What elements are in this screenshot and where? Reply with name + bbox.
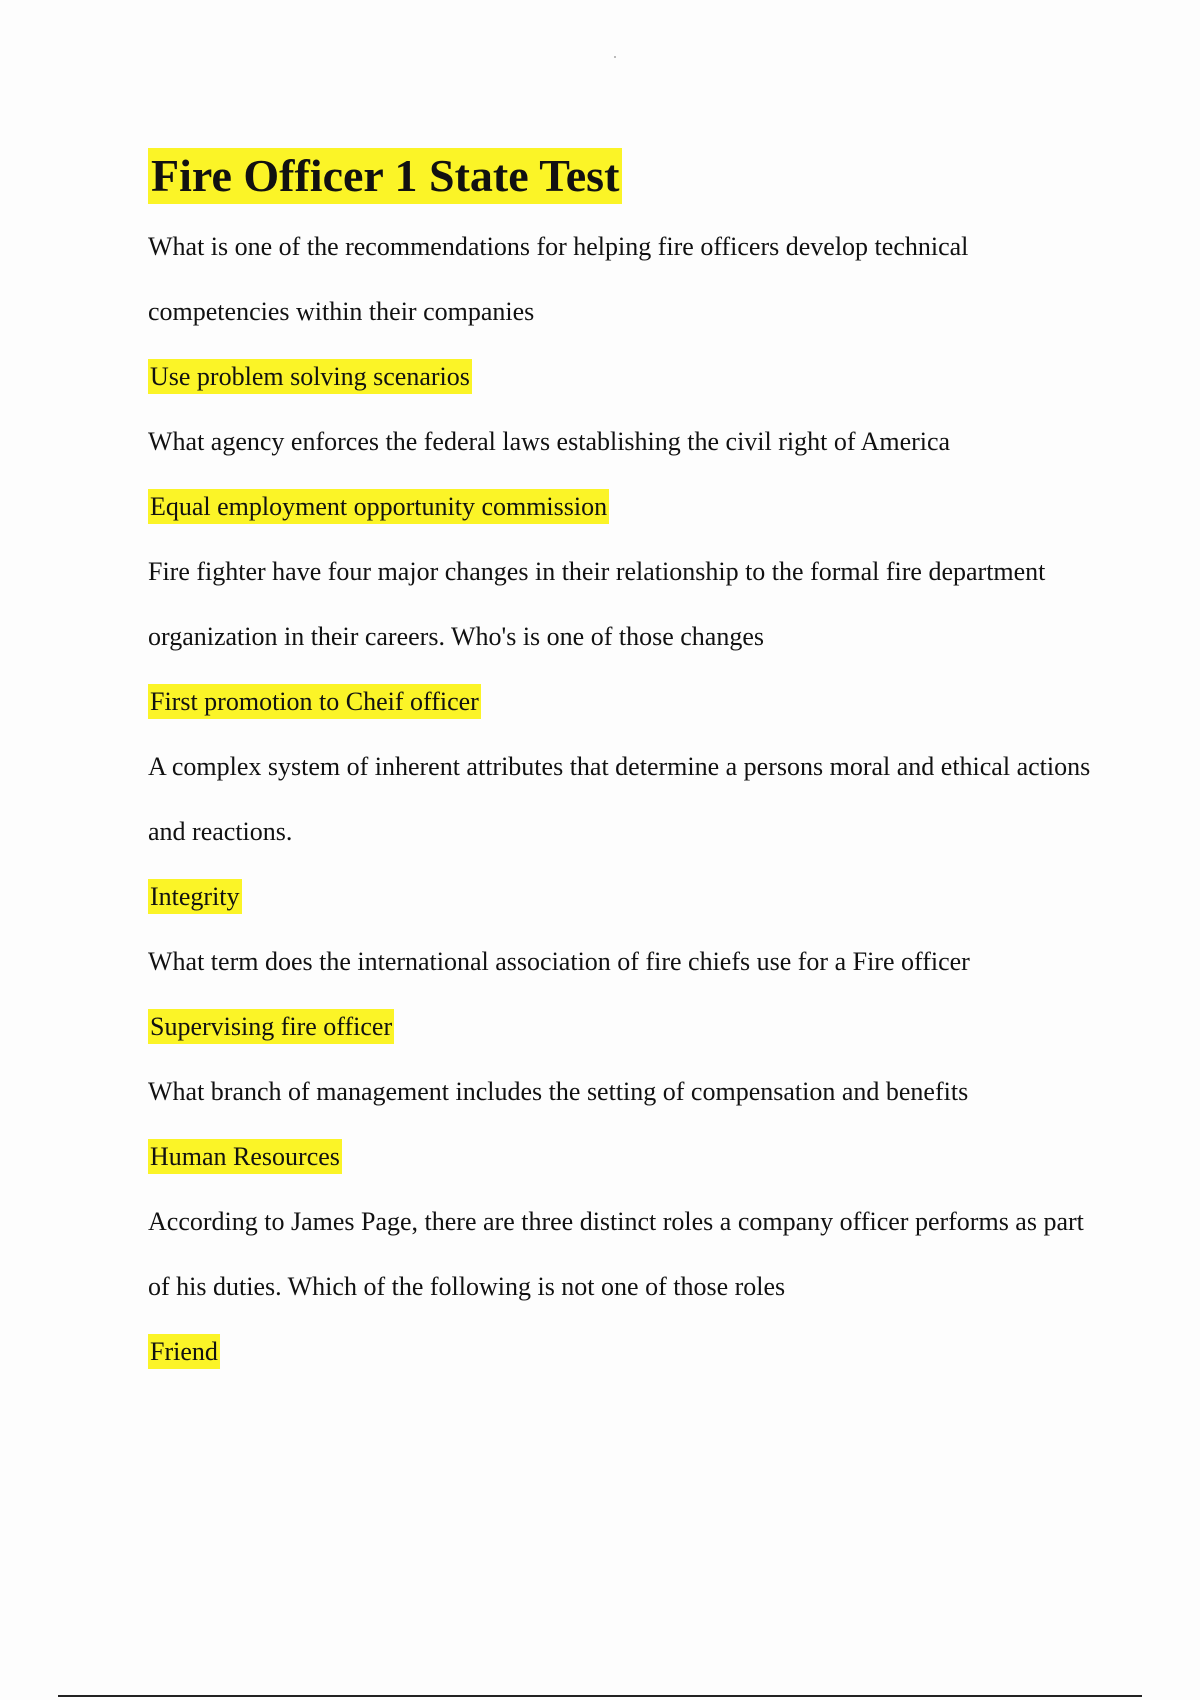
answer-highlight: Human Resources	[148, 1139, 342, 1174]
question-text: A complex system of inherent attributes that determine a persons moral and ethical actions and reactions.	[148, 752, 1091, 846]
question-text: According to James Page, there are three distinct roles a company officer performs as part of his duties. Which of the following is not one of those roles	[148, 1207, 1084, 1301]
question-text: What is one of the recommendations for helping fire officers develop technical competencies within their companies	[148, 232, 969, 326]
answer-highlight: Integrity	[148, 879, 242, 914]
answer-text	[148, 994, 1108, 1059]
page-bottom-divider	[58, 1695, 1142, 1697]
answer-highlight: Friend	[148, 1334, 220, 1369]
answer-text	[148, 669, 1108, 734]
answer-text	[148, 1319, 1108, 1384]
answer-text	[148, 344, 1108, 409]
answer-highlight: Equal employment opportunity commission	[148, 489, 609, 524]
answer-highlight: First promotion to Cheif officer	[148, 684, 481, 719]
answer-text	[148, 1124, 1108, 1189]
question-text: Fire fighter have four major changes in their relationship to the formal fire department organization in their careers. Who's is one of those changes	[148, 557, 1046, 651]
answer-highlight: Supervising fire officer	[148, 1009, 394, 1044]
document-content	[148, 148, 1108, 1384]
answer-text	[148, 474, 1108, 539]
qa-list	[148, 214, 1108, 1384]
page-mark	[614, 56, 616, 58]
question-text: What agency enforces the federal laws establishing the civil right of America	[148, 427, 951, 456]
answer-text	[148, 864, 1108, 929]
document-title: Fire Officer 1 State Test	[148, 148, 622, 204]
question-text: What term does the international association of fire chiefs use for a Fire officer	[148, 947, 970, 976]
answer-highlight: Use problem solving scenarios	[148, 359, 472, 394]
question-text: What branch of management includes the setting of compensation and benefits	[148, 1077, 969, 1106]
